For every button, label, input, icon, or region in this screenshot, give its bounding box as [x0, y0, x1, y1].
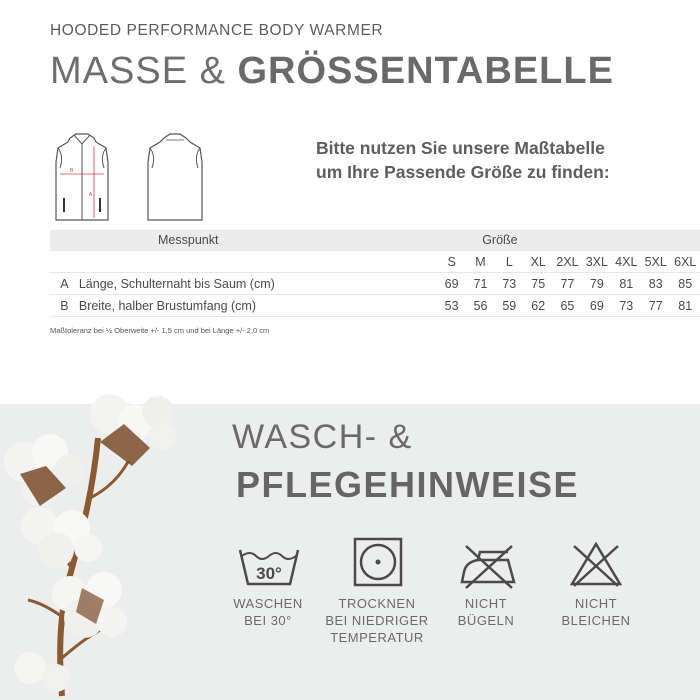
- size-cell: 3XL: [582, 251, 611, 273]
- table-cell: 85: [670, 273, 700, 295]
- header-messpunkt: Messpunkt: [50, 230, 437, 251]
- table-cell: 56: [466, 295, 495, 317]
- size-cell: S: [437, 251, 466, 273]
- care-label-line: BÜGELN: [457, 613, 515, 628]
- header-groesse: Größe: [437, 230, 700, 251]
- care-label-line: TEMPERATUR: [330, 630, 424, 645]
- care-label-line: NICHT: [574, 596, 618, 611]
- care-label-line: WASCHEN: [233, 596, 303, 611]
- size-cell: 4XL: [612, 251, 641, 273]
- care-label-line: BEI NIEDRIGER: [325, 613, 429, 628]
- table-cell: 53: [437, 295, 466, 317]
- table-row: [50, 273, 700, 295]
- table-cell: 83: [641, 273, 670, 295]
- table-cell: 59: [495, 295, 524, 317]
- size-header-row: [50, 251, 700, 273]
- table-cell: 81: [612, 273, 641, 295]
- care-title-line-2: PFLEGEHINWEISE: [236, 464, 580, 505]
- size-cell: 2XL: [553, 251, 582, 273]
- size-cell: 6XL: [670, 251, 700, 273]
- care-label-dry: [317, 595, 437, 646]
- size-cell: L: [495, 251, 524, 273]
- table-header-row: [50, 230, 700, 251]
- table-cell: 79: [582, 273, 611, 295]
- no-bleach-icon: [568, 540, 624, 588]
- care-label-bleach: [536, 595, 656, 629]
- vest-back-diagram: [142, 132, 208, 226]
- size-cell: M: [466, 251, 495, 273]
- row-letter: A: [50, 273, 79, 295]
- title-bold: GRÖSSENTABELLE: [237, 50, 614, 92]
- care-label-line: BLEICHEN: [561, 613, 631, 628]
- no-iron-icon: [458, 542, 518, 590]
- table-cell: 62: [524, 295, 553, 317]
- table-cell: 69: [582, 295, 611, 317]
- tolerance-note: Maßtoleranz bei ½ Oberweite +/- 1,5 cm und bei Länge +/- 2,0 cm: [50, 326, 270, 335]
- table-cell: 71: [466, 273, 495, 295]
- size-note: [316, 136, 646, 184]
- size-cell: 5XL: [641, 251, 670, 273]
- table-row: [50, 295, 700, 317]
- wash-30-icon: [238, 544, 300, 588]
- row-letter: B: [50, 295, 79, 317]
- table-cell: 77: [641, 295, 670, 317]
- tumble-dry-low-icon: [353, 537, 403, 587]
- care-label-wash: [208, 595, 328, 629]
- table-cell: 73: [495, 273, 524, 295]
- product-subtitle: HOODED PERFORMANCE BODY WARMER: [50, 22, 384, 39]
- size-cell: XL: [524, 251, 553, 273]
- label-b: B: [70, 168, 74, 174]
- note-line-2: um Ihre Passende Größe zu finden:: [316, 162, 610, 182]
- page-title: [50, 50, 614, 93]
- table-cell: 73: [612, 295, 641, 317]
- row-label: Länge, Schulternaht bis Saum (cm): [79, 273, 432, 295]
- care-label-line: NICHT: [464, 596, 508, 611]
- table-cell: 75: [524, 273, 553, 295]
- vest-front-diagram: [50, 132, 114, 226]
- care-label-line: BEI 30°: [244, 613, 292, 628]
- care-label-line: TROCKNEN: [338, 596, 416, 611]
- label-a: A: [89, 192, 93, 198]
- row-label: Breite, halber Brustumfang (cm): [79, 295, 432, 317]
- table-cell: 65: [553, 295, 582, 317]
- title-light: MASSE &: [50, 50, 238, 92]
- care-title-line-1: WASCH- &: [232, 418, 413, 456]
- table-cell: 77: [553, 273, 582, 295]
- note-line-1: Bitte nutzen Sie unsere Maßtabelle: [316, 138, 605, 158]
- wash-temp-label: 30°: [256, 564, 282, 583]
- size-table: [50, 230, 700, 317]
- table-cell: 81: [670, 295, 700, 317]
- care-label-iron: [426, 595, 546, 629]
- table-cell: 69: [437, 273, 466, 295]
- cotton-branch-image: [0, 378, 190, 700]
